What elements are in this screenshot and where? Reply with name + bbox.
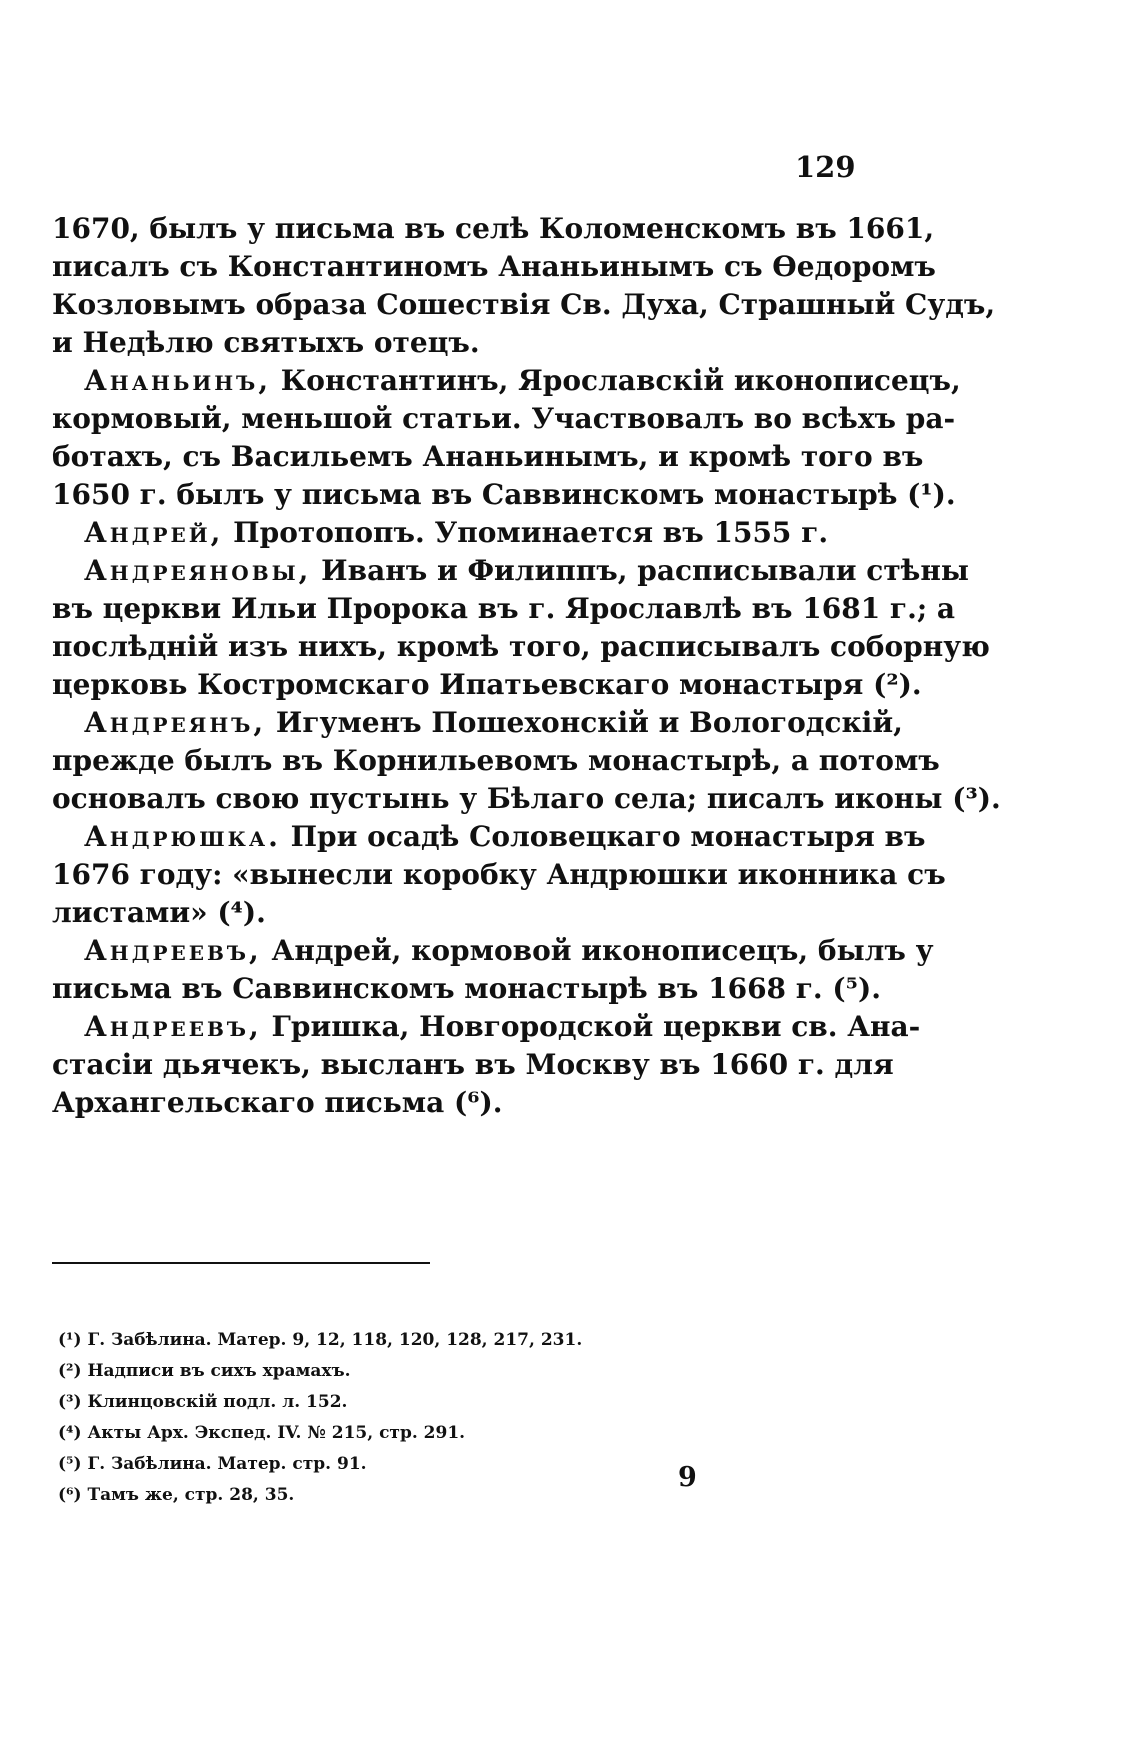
entry-text: Андрей, кормовой иконописецъ, былъ у bbox=[261, 934, 934, 967]
text-line: послѣдній изъ нихъ, кромѣ того, расписывалъ соборную bbox=[52, 630, 990, 663]
entry-text: Протопопъ. Упоминается въ 1555 г. bbox=[223, 516, 829, 549]
entry-first-line bbox=[52, 514, 852, 552]
entry-first-line bbox=[52, 818, 926, 856]
entry-text: Иванъ и Филиппъ, расписывали стѣны bbox=[311, 554, 969, 587]
text-line: ботахъ, съ Васильемъ Ананьинымъ, и кромѣ того въ bbox=[52, 440, 924, 473]
text-line: листами» (⁴). bbox=[52, 896, 266, 929]
entry-name: Ананьинъ, bbox=[84, 364, 272, 397]
entry-first-line bbox=[52, 932, 934, 970]
text-line: прежде былъ въ Корнильевомъ монастырѣ, а потомъ bbox=[52, 744, 940, 777]
entry-name: Андреяновы, bbox=[84, 554, 312, 587]
entry-text: Константинъ, Ярославскій иконописецъ, bbox=[271, 364, 961, 397]
text-line: 1650 г. былъ у письма въ Саввинскомъ монастырѣ (¹). bbox=[52, 478, 956, 511]
entry-first-line bbox=[52, 362, 961, 400]
footnote: (¹) Г. Забѣлина. Матер. 9, 12, 118, 120, 128, 217, 231. bbox=[58, 1330, 583, 1350]
entry-name: Андрей, bbox=[84, 516, 224, 549]
text-line: церковь Костромскаго Ипатьевскаго монастыря (²). bbox=[52, 668, 922, 701]
text-line: 1676 году: «вынесли коробку Андрюшки иконника съ bbox=[52, 858, 946, 891]
entry-first-line bbox=[52, 1008, 921, 1046]
text-line: стасіи дьячекъ, высланъ въ Москву въ 1660 г. для bbox=[52, 1048, 894, 1081]
text-line: кормовый, меньшой статьи. Участвовалъ во всѣхъ ра- bbox=[52, 402, 956, 435]
entry-text: Игуменъ Пошехонскій и Вологодскій, bbox=[266, 706, 903, 739]
text-line: писалъ съ Константиномъ Ананьинымъ съ Ѳедоромъ bbox=[52, 250, 936, 283]
entry-name: Андреянъ, bbox=[84, 706, 267, 739]
entry-text: При осадѣ Соловецкаго монастыря въ bbox=[280, 820, 926, 853]
footnote: (⁴) Акты Арх. Экспед. IV. № 215, стр. 291. bbox=[58, 1423, 466, 1443]
text-line: Козловымъ образа Сошествія Св. Духа, Страшный Судъ, bbox=[52, 288, 996, 321]
footnotes bbox=[58, 1325, 758, 1511]
text-line: 1670, былъ у письма въ селѣ Коломенскомъ въ 1661, bbox=[52, 212, 935, 245]
footnote-rule bbox=[52, 1262, 430, 1264]
footnote: (²) Надписи въ сихъ храмахъ. bbox=[58, 1361, 351, 1381]
signature-mark: 9 bbox=[678, 1462, 697, 1493]
entry-first-line bbox=[52, 552, 969, 590]
text-line: Архангельскаго письма (⁶). bbox=[52, 1086, 503, 1119]
text-line: основалъ свою пустынь у Бѣлаго села; писалъ иконы (³). bbox=[52, 782, 1001, 815]
text-line: письма въ Саввинскомъ монастырѣ въ 1668 г. (⁵). bbox=[52, 972, 881, 1005]
entry-name: Андрюшка. bbox=[84, 820, 281, 853]
footnote: (⁵) Г. Забѣлина. Матер. стр. 91. bbox=[58, 1454, 367, 1474]
entry-first-line bbox=[52, 704, 903, 742]
footnote: (⁶) Тамъ же, стр. 28, 35. bbox=[58, 1485, 295, 1505]
entry-name: Андреевъ, bbox=[84, 1010, 262, 1043]
entry-text: Гришка, Новгородской церкви св. Ана- bbox=[261, 1010, 921, 1043]
body-text bbox=[52, 210, 1001, 1122]
page-number: 129 bbox=[795, 150, 856, 184]
text-line: въ церкви Ильи Пророка въ г. Ярославлѣ въ 1681 г.; а bbox=[52, 592, 956, 625]
text-line: и Недѣлю святыхъ отецъ. bbox=[52, 326, 480, 359]
footnote: (³) Клинцовскій подл. л. 152. bbox=[58, 1392, 348, 1412]
entry-name: Андреевъ, bbox=[84, 934, 262, 967]
